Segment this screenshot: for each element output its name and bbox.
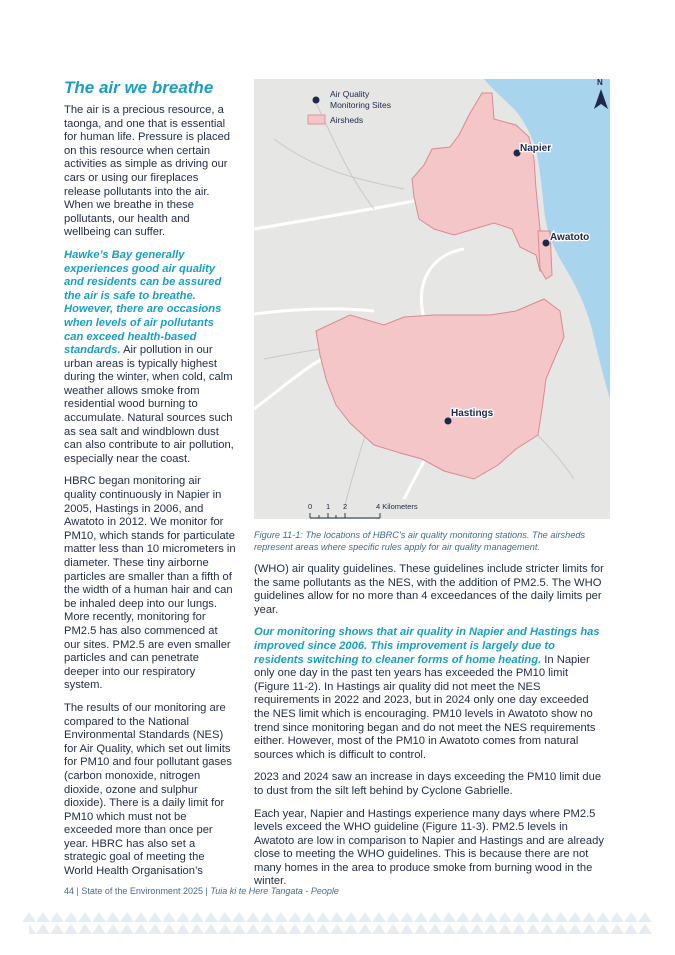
scale-bar [310, 513, 380, 518]
highlight-text: Hawke’s Bay generally experiences good air quality and residents can be assured the air is safe to breathe. However, there are occasions when levels of air pollutants can exceed health-based standards. [64, 248, 222, 357]
label-hastings: Hastings [451, 408, 494, 419]
label-awatoto: Awatoto [550, 232, 590, 243]
legend-sites-line2: Monitoring Sites [330, 100, 391, 110]
legend-site-icon [313, 97, 320, 104]
label-napier: Napier [520, 143, 552, 154]
publication-title: State of the Environment 2025 [81, 886, 203, 896]
legend-airsheds: Airsheds [330, 115, 364, 125]
scale-4: 4 Kilometers [376, 502, 418, 511]
scale-2: 2 [343, 502, 348, 511]
standards-paragraph: The results of our monitoring are compared to the National Environmental Standards (NES) for Air Quality, which set out limits for PM10 and four pollutant gases (carbon monoxide, nitrogen dioxide, ozone and sulphur dioxide). There is a daily limit for PM10 which must not be exceeded more than once per year. HBRC has also set a strategic goal of meeting the World Health Organisation’s [64, 701, 232, 878]
section-heading: The air we breathe [64, 78, 214, 97]
airshed-map [254, 79, 610, 519]
scale-0: 0 [308, 502, 313, 511]
decorative-pattern-band [22, 910, 652, 934]
who-paragraph: (WHO) air quality guidelines. These guidelines include stricter limits for the same pollutants as the NES, with the addition of PM2.5. The WHO guidelines allow for no more than 4 exceedances of the daily limits per year. [254, 563, 604, 616]
results-paragraph: Our monitoring shows that air quality in Napier and Hastings has improved since 2006. This improvement is largely due to residents switching to cleaner forms of home heating. In Napier only one day in the past ten years has exceeded the PM10 limit (Figure 11-2). In Hastings air quality did not meet the NES requirements in 2022 and 2023, but in 2024 only one day exceeded the NES limit which is encouraging. PM10 levels in Awatoto show no trend since monitoring began and do not meet the NES requirements either. However, most of the PM10 in Awatoto comes from natural sources which is difficult to control. [254, 626, 600, 761]
legend-airshed-swatch [308, 115, 325, 124]
left-column [64, 78, 236, 888]
monitoring-paragraph: HBRC began monitoring air quality continuously in Napier in 2005, Hastings in 2006, and Awatoto in 2012. We monitor for PM10, which stands for particulate matter less than 10 micrometers in diameter. These tiny airborne particles are smaller than a fifth of the width of a human hair and can be inhaled deep into our lungs. More recently, monitoring for PM2.5 has also commenced at our sites. PM2.5 are even smaller particles and can penetrate deeper into our respiratory system. [64, 475, 236, 692]
air-quality-paragraph: Hawke’s Bay generally experiences good air quality and residents can be assured the air is safe to breathe. However, there are occasions when levels of air pollutants can exceed health-based standards. Air pollution in our urban areas is typically highest during the winter, when cold, calm weather allows smoke from residential wood burning to accumulate. Natural sources such as sea salt and windblown dust can also contribute to air pollution, especially near the coast. [64, 248, 234, 465]
north-label: N [597, 79, 603, 87]
airshed-hastings [316, 299, 564, 479]
pm25-paragraph: Each year, Napier and Hastings experience many days where PM2.5 levels exceed the WHO guideline (Figure 11-3). PM2.5 levels in Awatoto are low in comparison to Napier and Hastings and are already close to meeting the WHO guidelines. This is because there are not many homes in the area to produce smoke from burning wood in the winter. [254, 807, 604, 888]
intro-paragraph: The air is a precious resource, a taonga, and one that is essential for human life. Pressure is placed on this resource when certain activities as simple as driving our cars or using our fireplaces release pollutants into the air. When we breathe in these pollutants, our health and wellbeing can suffer. [64, 104, 231, 239]
map-graphic [254, 79, 610, 519]
legend-sites-line1: Air Quality [330, 89, 370, 99]
cyclone-paragraph: 2023 and 2024 saw an increase in days exceeding the PM10 limit due to dust from the silt left behind by Cyclone Gabrielle. [254, 771, 602, 797]
page-footer: 44 | State of the Environment 2025 | Tuia ki te Here Tangata - People [64, 886, 339, 896]
site-awatoto [543, 240, 550, 247]
right-column [254, 563, 606, 898]
page-number: 44 [64, 886, 75, 896]
figure-caption: Figure 11-1: The locations of HBRC’s air quality monitoring stations. The airsheds represent areas where specific rules apply for air quality management. [254, 530, 586, 552]
scale-1: 1 [326, 502, 331, 511]
highlight-text: Our monitoring shows that air quality in Napier and Hastings has improved since 2006. This improvement is largely due to residents switching to cleaner forms of home heating. [254, 626, 600, 666]
footer-section: Tuia ki te Here Tangata - People [210, 886, 339, 896]
